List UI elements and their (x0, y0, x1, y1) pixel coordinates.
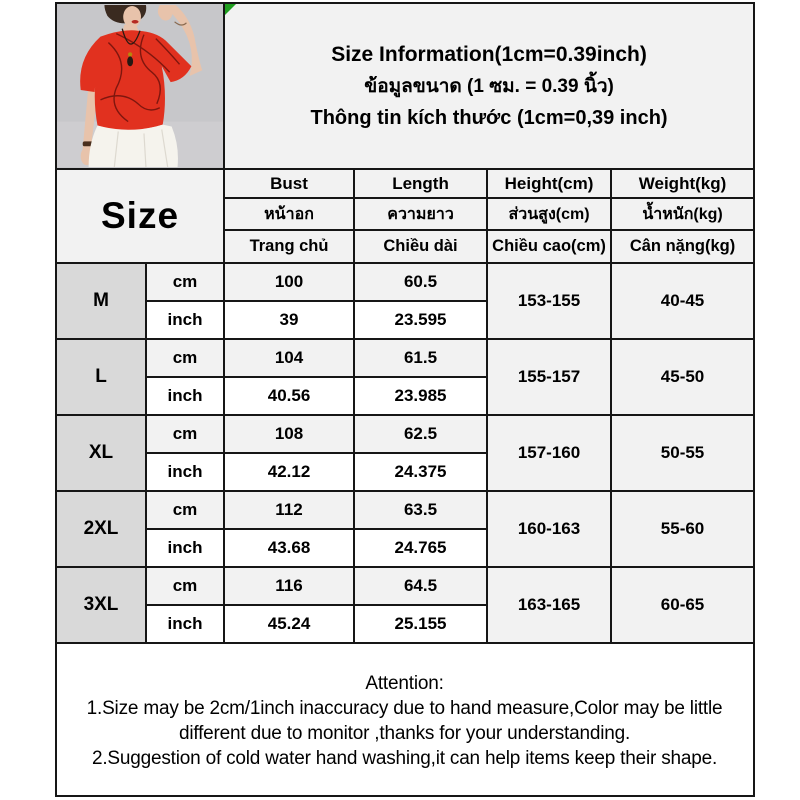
3xl-bust-cm: 116 (224, 567, 354, 605)
xl-bust-inch: 42.12 (224, 453, 354, 491)
l-bust-inch: 40.56 (224, 377, 354, 415)
m-bust-cm: 100 (224, 263, 354, 301)
m-bust-inch: 39 (224, 301, 354, 339)
2xl-bust-cm: 112 (224, 491, 354, 529)
model-illustration (57, 5, 223, 167)
attention-note-1: 1.Size may be 2cm/1inch inaccuracy due to hand measure,Color may be little different due to monitor ,thanks for your understanding. (86, 697, 723, 744)
size-label-l: L (56, 339, 146, 415)
3xl-length-inch: 25.155 (354, 605, 487, 643)
2xl-length-cm: 63.5 (354, 491, 487, 529)
size-label-xl: XL (56, 415, 146, 491)
m-weight-range: 40-45 (611, 263, 754, 339)
m-height-range: 153-155 (487, 263, 611, 339)
l-unit-inch: inch (146, 377, 224, 415)
header-bust-vi: Trang chủ (224, 230, 354, 263)
header-weight-en: Weight(kg) (611, 169, 754, 198)
green-corner-marker-icon (225, 4, 236, 15)
3xl-unit-cm: cm (146, 567, 224, 605)
xl-bust-cm: 108 (224, 415, 354, 453)
size-label-2xl: 2XL (56, 491, 146, 567)
header-length-vi: Chiều dài (354, 230, 487, 263)
size-info-title-block (224, 3, 754, 169)
3xl-bust-inch: 45.24 (224, 605, 354, 643)
attention-note-2: 2.Suggestion of cold water hand washing,it can help items keep their shape. (91, 747, 718, 769)
header-bust-th: หน้าอก (224, 198, 354, 230)
xl-length-cm: 62.5 (354, 415, 487, 453)
size-information-table (55, 2, 755, 797)
m-length-cm: 60.5 (354, 263, 487, 301)
l-unit-cm: cm (146, 339, 224, 377)
attention-heading: Attention: (365, 672, 444, 694)
3xl-height-range: 163-165 (487, 567, 611, 643)
3xl-weight-range: 60-65 (611, 567, 754, 643)
title-english: Size Information(1cm=0.39inch) (331, 42, 647, 66)
size-label-m: M (56, 263, 146, 339)
3xl-length-cm: 64.5 (354, 567, 487, 605)
xl-unit-inch: inch (146, 453, 224, 491)
2xl-bust-inch: 43.68 (224, 529, 354, 567)
xl-height-range: 157-160 (487, 415, 611, 491)
size-column-header: Size (56, 169, 224, 263)
m-length-inch: 23.595 (354, 301, 487, 339)
3xl-unit-inch: inch (146, 605, 224, 643)
header-bust-en: Bust (224, 169, 354, 198)
header-height-en: Height(cm) (487, 169, 611, 198)
header-height-vi: Chiều cao(cm) (487, 230, 611, 263)
header-length-en: Length (354, 169, 487, 198)
xl-weight-range: 50-55 (611, 415, 754, 491)
attention-note-block (56, 643, 754, 796)
2xl-weight-range: 55-60 (611, 491, 754, 567)
2xl-height-range: 160-163 (487, 491, 611, 567)
l-bust-cm: 104 (224, 339, 354, 377)
title-thai: ข้อมูลขนาด (1 ซม. = 0.39 นิ้ว) (364, 75, 614, 97)
title-vietnamese: Thông tin kích thước (1cm=0,39 inch) (310, 106, 668, 129)
header-weight-th: น้ำหนัก(kg) (611, 198, 754, 230)
2xl-unit-inch: inch (146, 529, 224, 567)
l-length-inch: 23.985 (354, 377, 487, 415)
xl-length-inch: 24.375 (354, 453, 487, 491)
xl-unit-cm: cm (146, 415, 224, 453)
m-unit-inch: inch (146, 301, 224, 339)
header-height-th: ส่วนสูง(cm) (487, 198, 611, 230)
header-weight-vi: Cân nặng(kg) (611, 230, 754, 263)
m-unit-cm: cm (146, 263, 224, 301)
l-height-range: 155-157 (487, 339, 611, 415)
2xl-length-inch: 24.765 (354, 529, 487, 567)
l-length-cm: 61.5 (354, 339, 487, 377)
2xl-unit-cm: cm (146, 491, 224, 529)
header-length-th: ความยาว (354, 198, 487, 230)
product-photo (56, 3, 224, 169)
l-weight-range: 45-50 (611, 339, 754, 415)
size-label-3xl: 3XL (56, 567, 146, 643)
